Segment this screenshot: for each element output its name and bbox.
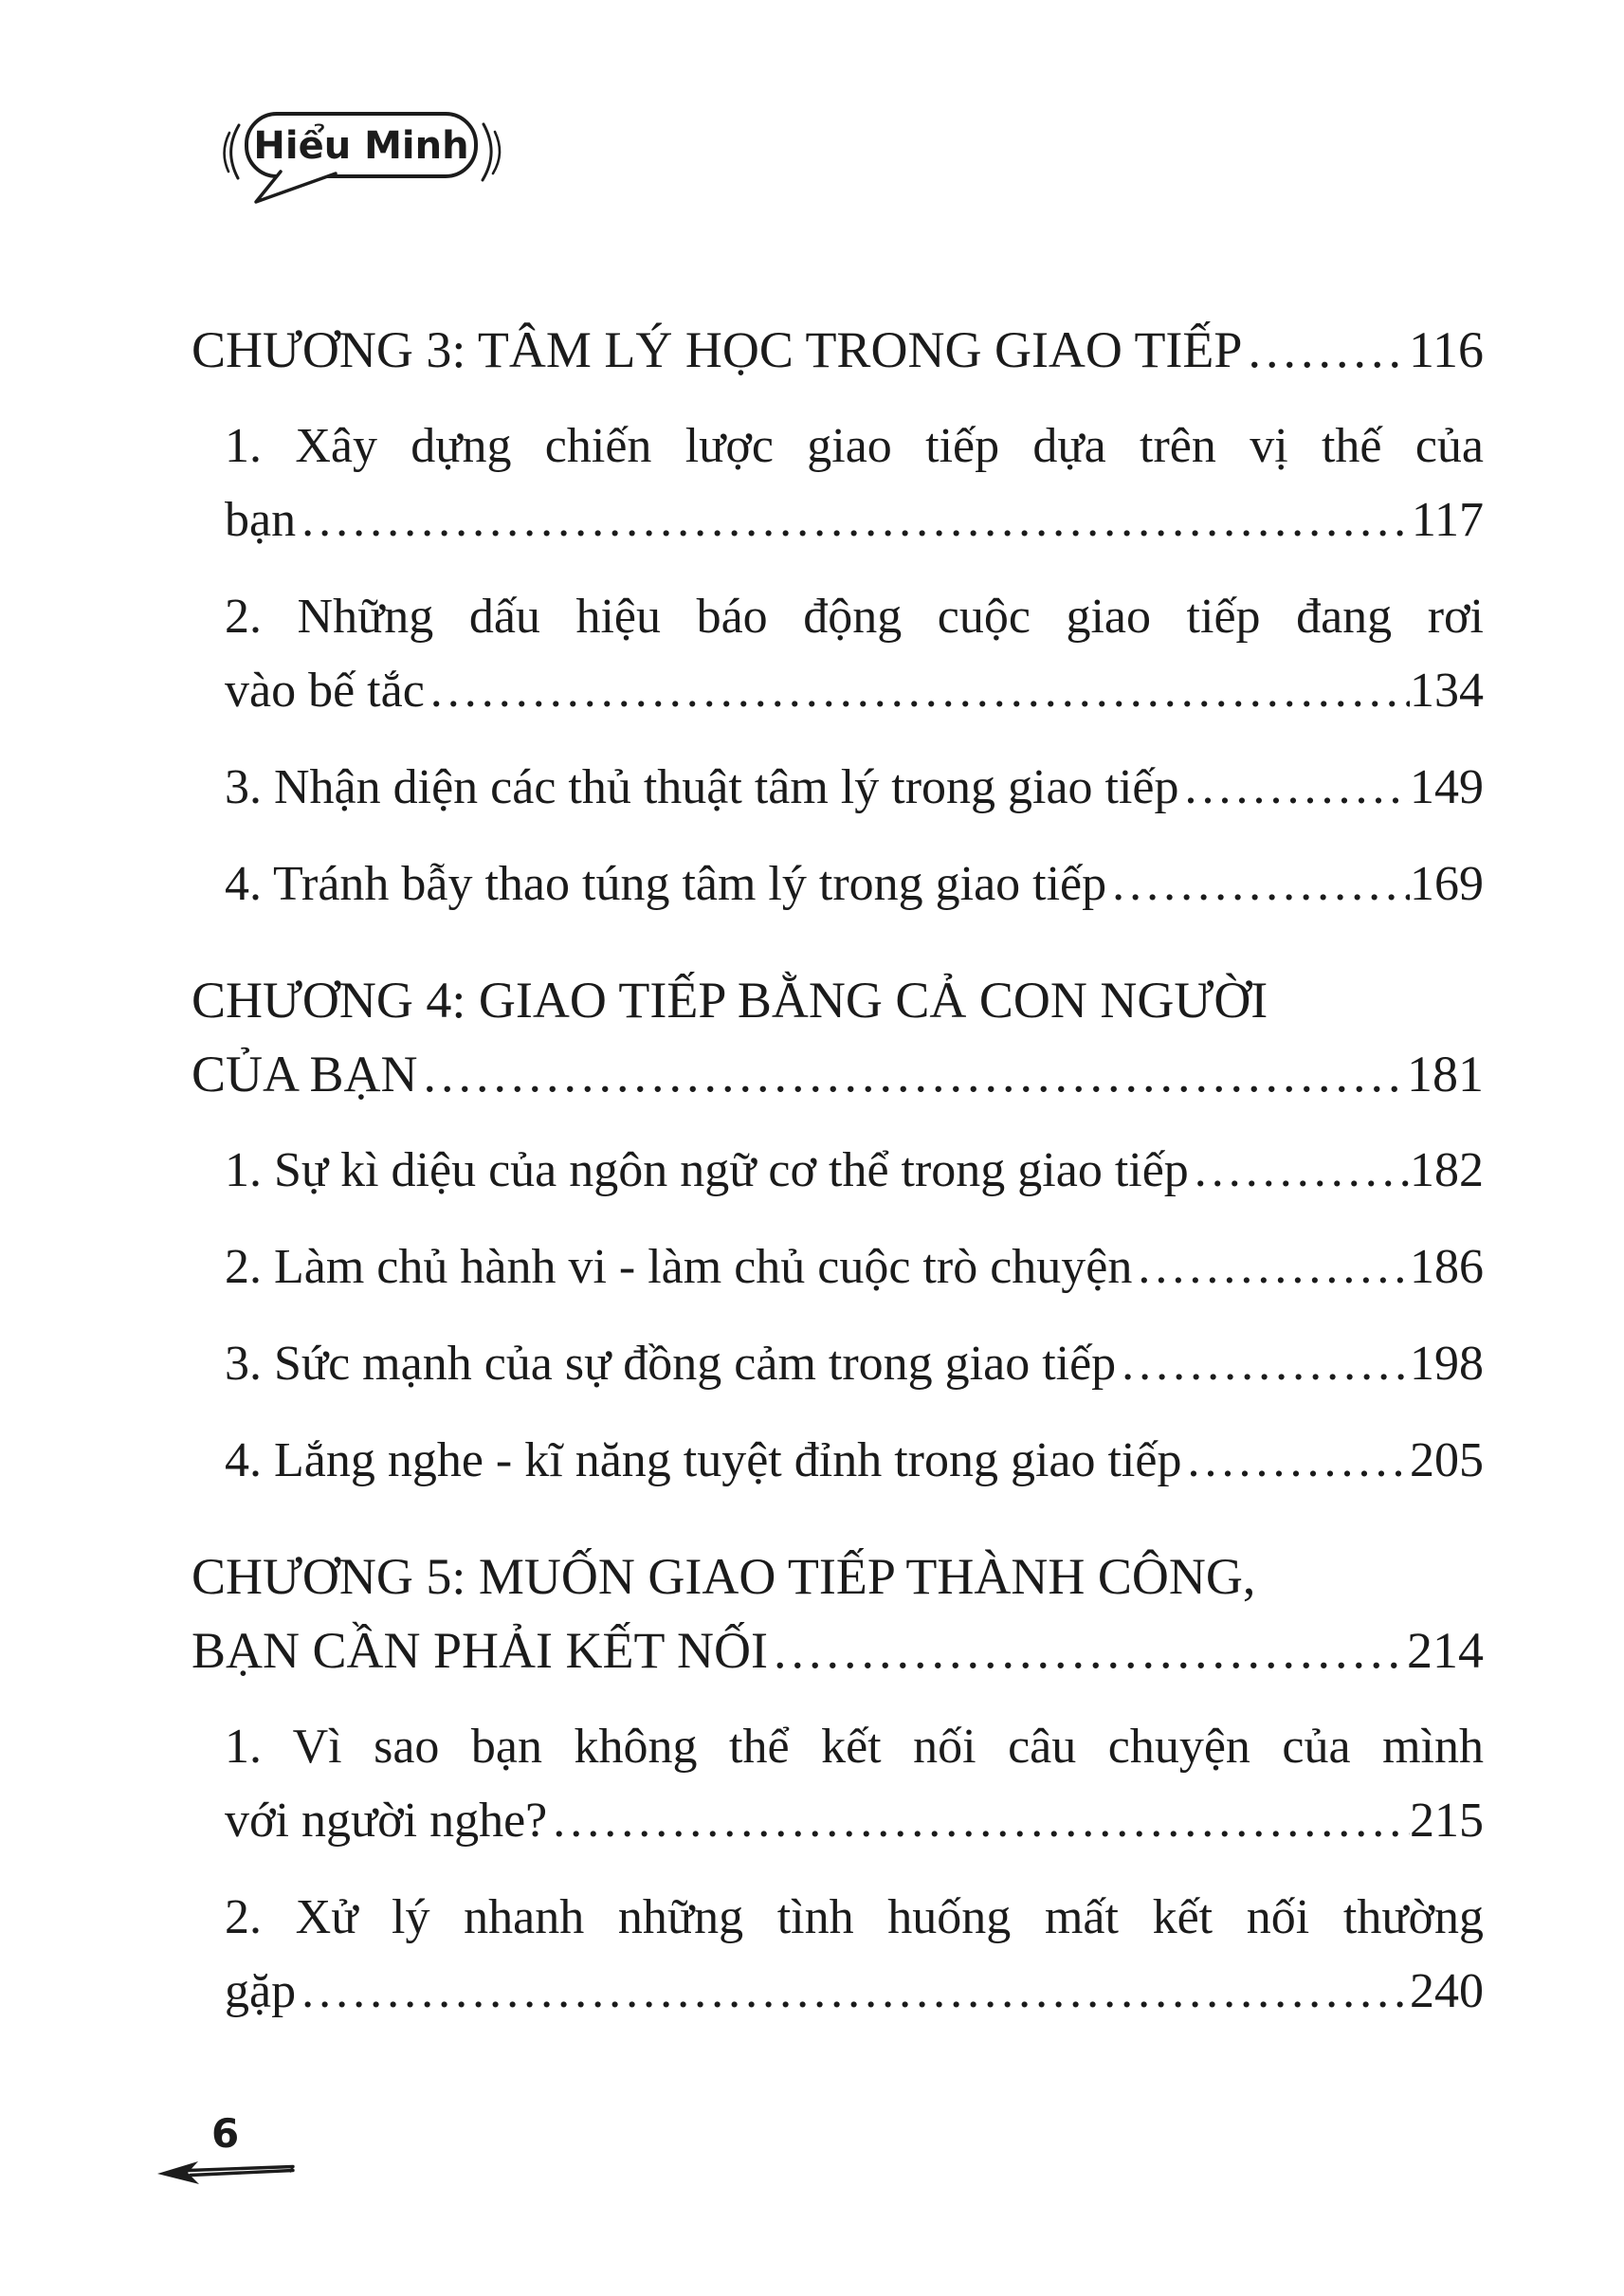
toc-chapter-heading [192,963,1484,1111]
toc-item-text: vào bế tắc [225,664,425,718]
page-ref: 116 [1409,321,1484,378]
chapter-title: CHƯƠNG 4: GIAO TIẾP BẰNG CẢ CON NGƯỜI [192,972,1268,1029]
page-number: 6 [211,2110,240,2157]
chapter-title: CHƯƠNG 5: MUỐN GIAO TIẾP THÀNH CÔNG, [192,1548,1256,1605]
dot-leader [768,1613,1407,1687]
toc-item-text: 3. Sức mạnh của sự đồng cảm trong giao tiếp [225,1337,1117,1391]
toc-item-text: bạn [225,493,297,547]
dot-leader [1181,1424,1410,1498]
toc-item-text: với người nghe? [225,1794,548,1848]
chapter-title: BẠN CẦN PHẢI KẾT NỐI [192,1622,769,1679]
toc-item-text: 3. Nhận diện các thủ thuật tâm lý trong giao tiếp [225,760,1179,814]
page-ref: 181 [1407,1046,1484,1102]
dot-leader [296,1955,1410,2029]
toc-item-text: 1. Sự kì diệu của ngôn ngữ cơ thể trong giao tiếp [225,1143,1189,1197]
dot-leader [547,1784,1410,1858]
dot-leader [425,654,1410,728]
page-ref: 240 [1410,1964,1484,2018]
speech-bubble-icon [220,106,523,215]
dot-leader [296,483,1412,557]
toc-item-text: gặp [225,1964,297,2018]
page-footer [155,2112,297,2190]
publisher-logo [220,106,523,215]
page-ref: 117 [1411,493,1484,547]
dot-leader [1179,751,1410,825]
toc-item [192,1424,1484,1498]
toc-item-text: 1. Xây dựng chiến lược giao tiếp dựa trên vị thế của [225,419,1484,473]
toc-item [192,847,1484,921]
dot-leader [1242,313,1409,387]
toc-item-text: 4. Lắng nghe - kĩ năng tuyệt đỉnh trong giao tiếp [225,1433,1182,1487]
page-ref: 214 [1407,1622,1484,1679]
page-ref: 169 [1410,857,1484,911]
dot-leader [418,1037,1407,1111]
dot-leader [1132,1230,1410,1304]
chapter-title: CHƯƠNG 3: TÂM LÝ HỌC TRONG GIAO TIẾP [192,321,1243,378]
toc-item [192,751,1484,825]
toc-chapter-heading [192,313,1484,387]
page-ref: 215 [1410,1794,1484,1848]
toc-item-text: 4. Tránh bẫy thao túng tâm lý trong giao tiếp [225,857,1107,911]
publisher-logo-text: Hiểu Minh [253,124,469,168]
page-ref: 149 [1410,760,1484,814]
dot-leader [1189,1134,1410,1208]
page-ref: 182 [1410,1143,1484,1197]
toc-item-text: 1. Vì sao bạn không thể kết nối câu chuyện của mình [225,1720,1484,1774]
page-ref: 198 [1410,1337,1484,1391]
toc-item [192,1134,1484,1208]
toc-item [192,1881,1484,2029]
toc-item [192,1327,1484,1401]
page-ref: 186 [1410,1240,1484,1294]
dot-leader [1116,1327,1410,1401]
toc-item [192,410,1484,557]
page-ref: 205 [1410,1433,1484,1487]
toc-item [192,1710,1484,1858]
toc-item-text: 2. Làm chủ hành vi - làm chủ cuộc trò chuyện [225,1240,1133,1294]
page-ref: 134 [1410,664,1484,718]
chapter-title: CỦA BẠN [192,1046,418,1102]
toc-chapter-heading [192,1540,1484,1687]
table-of-contents [192,313,1484,2051]
dot-leader [1106,847,1410,921]
footer-arrow-icon [155,2158,297,2190]
toc-item [192,580,1484,728]
toc-item-text: 2. Xử lý nhanh những tình huống mất kết nối thường [225,1890,1484,1944]
toc-item-text: 2. Những dấu hiệu báo động cuộc giao tiếp đang rơi [225,590,1484,644]
toc-item [192,1230,1484,1304]
